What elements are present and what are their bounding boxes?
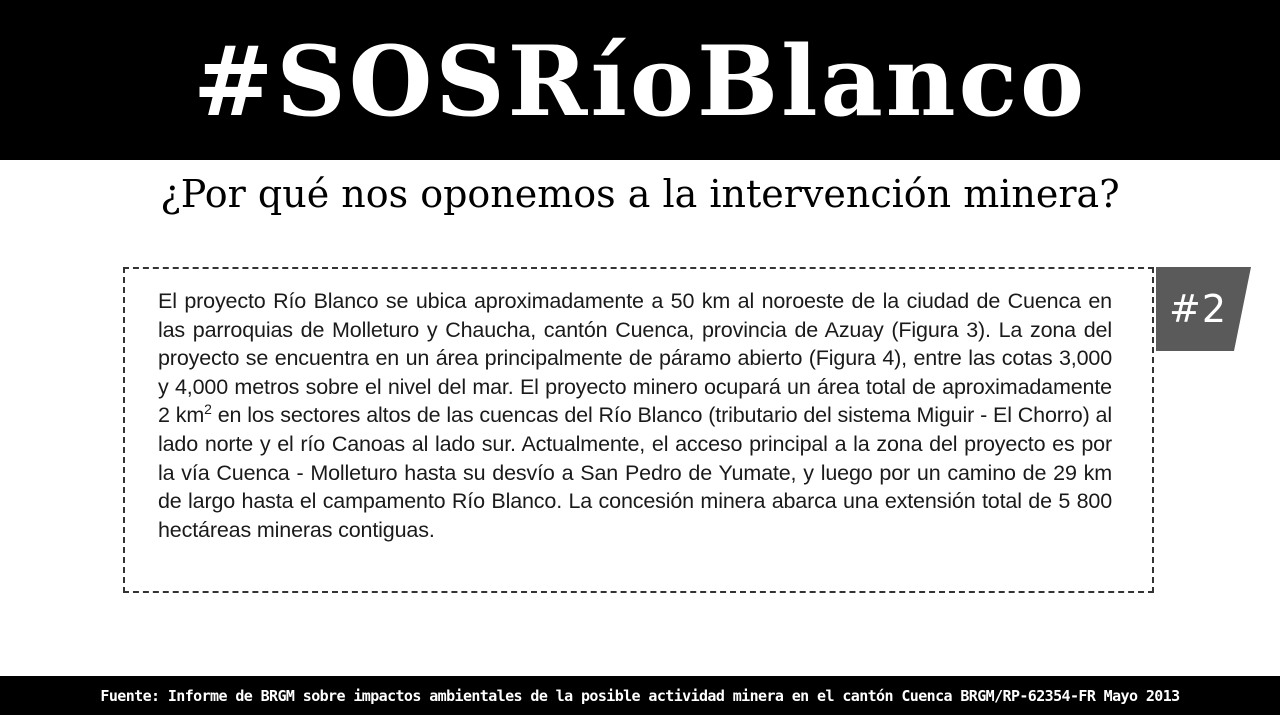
slide-number-tab [1156,267,1251,351]
quote-text-part-1: El proyecto Río Blanco se ubica aproximadamente a 50 km al noroeste de la ciudad de Cuenca en las parroquias de Molleturo y Chaucha, cantón Cuenca, provincia de Azuay (Figura 3). La zona del proyecto se encuentra en un área principalmente de páramo abierto (Figura 4), entre las cotas 3,000 y 4,000 metros sobre el nivel del mar. El proyecto minero ocupará un área total de aproximadamente 2 km [158,289,1112,428]
quote-text-part-2: en los sectores altos de las cuencas del Río Blanco (tributario del sistema Miguir - El Chorro) al lado norte y el río Canoas al lado sur. Actualmente, el acceso principal a la zona del proyecto es por la vía Cuenca - Molleturo hasta su desvío a San Pedro de Yumate, y luego por un camino de 29 km de largo hasta el campamento Río Blanco. La concesión minera abarca una extensión total de 5 800 hectáreas mineras contiguas. [158,403,1112,542]
quote-superscript: 2 [204,401,212,418]
top-banner [0,0,1280,160]
source-citation: Fuente: Informe de BRGM sobre impactos ambientales de la posible actividad minera en el cantón Cuenca BRGM/RP-62354-FR Mayo 2013 [100,686,1180,705]
footer-bar [0,676,1280,715]
hashtag-title: #SOSRíoBlanco [192,25,1088,138]
page-subtitle: ¿Por qué nos oponemos a la intervención minera? [160,172,1120,216]
quote-paragraph [158,287,1112,544]
slide-number-label: #2 [1168,287,1228,331]
